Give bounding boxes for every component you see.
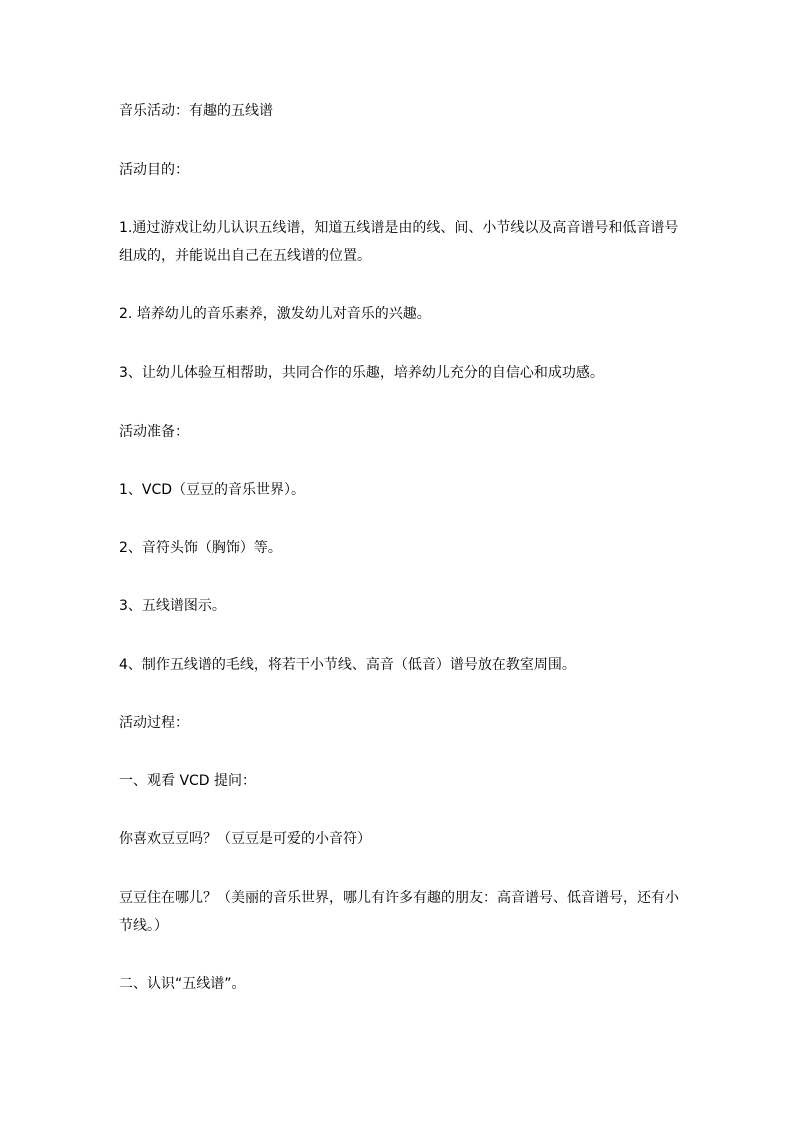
preparation-heading: 活动准备： [119,424,189,440]
question-1: 你喜欢豆豆吗？（豆豆是可爱的小音符） [119,831,371,847]
objectives-heading: 活动目的： [119,162,189,178]
prep-item-1: 1、VCD（豆豆的音乐世界）。 [119,482,306,498]
process-step-2: 二、认识“五线谱”。 [119,976,246,992]
document-title: 音乐活动：有趣的五线谱 [119,103,273,119]
prep-item-4: 4、制作五线谱的毛线，将若干小节线、高音（低音）谱号放在教室周围。 [119,657,576,673]
objective-2: 2. 培养幼儿的音乐素养，激发幼儿对音乐的兴趣。 [119,306,431,322]
objective-1-line-2: 组成的，并能说出自己在五线谱的位置。 [119,248,371,264]
prep-item-2: 2、音符头饰（胸饰）等。 [119,540,282,556]
process-heading: 活动过程： [119,715,189,731]
question-2-line-2: 节线。） [119,918,168,934]
question-2-line-1: 豆豆住在哪儿？（美丽的音乐世界，哪儿有许多有趣的朋友：高音谱号、低音谱号，还有小 [119,890,679,906]
process-step-1: 一、观看 VCD 提问： [119,773,257,789]
prep-item-3: 3、五线谱图示。 [119,598,226,614]
objective-3: 3、让幼儿体验互相帮助，共同合作的乐趣，培养幼儿充分的自信心和成功感。 [119,365,604,381]
objective-1-line-1: 1.通过游戏让幼儿认识五线谱，知道五线谱是由的线、间、小节线以及高音谱号和低音谱号 [119,220,679,236]
